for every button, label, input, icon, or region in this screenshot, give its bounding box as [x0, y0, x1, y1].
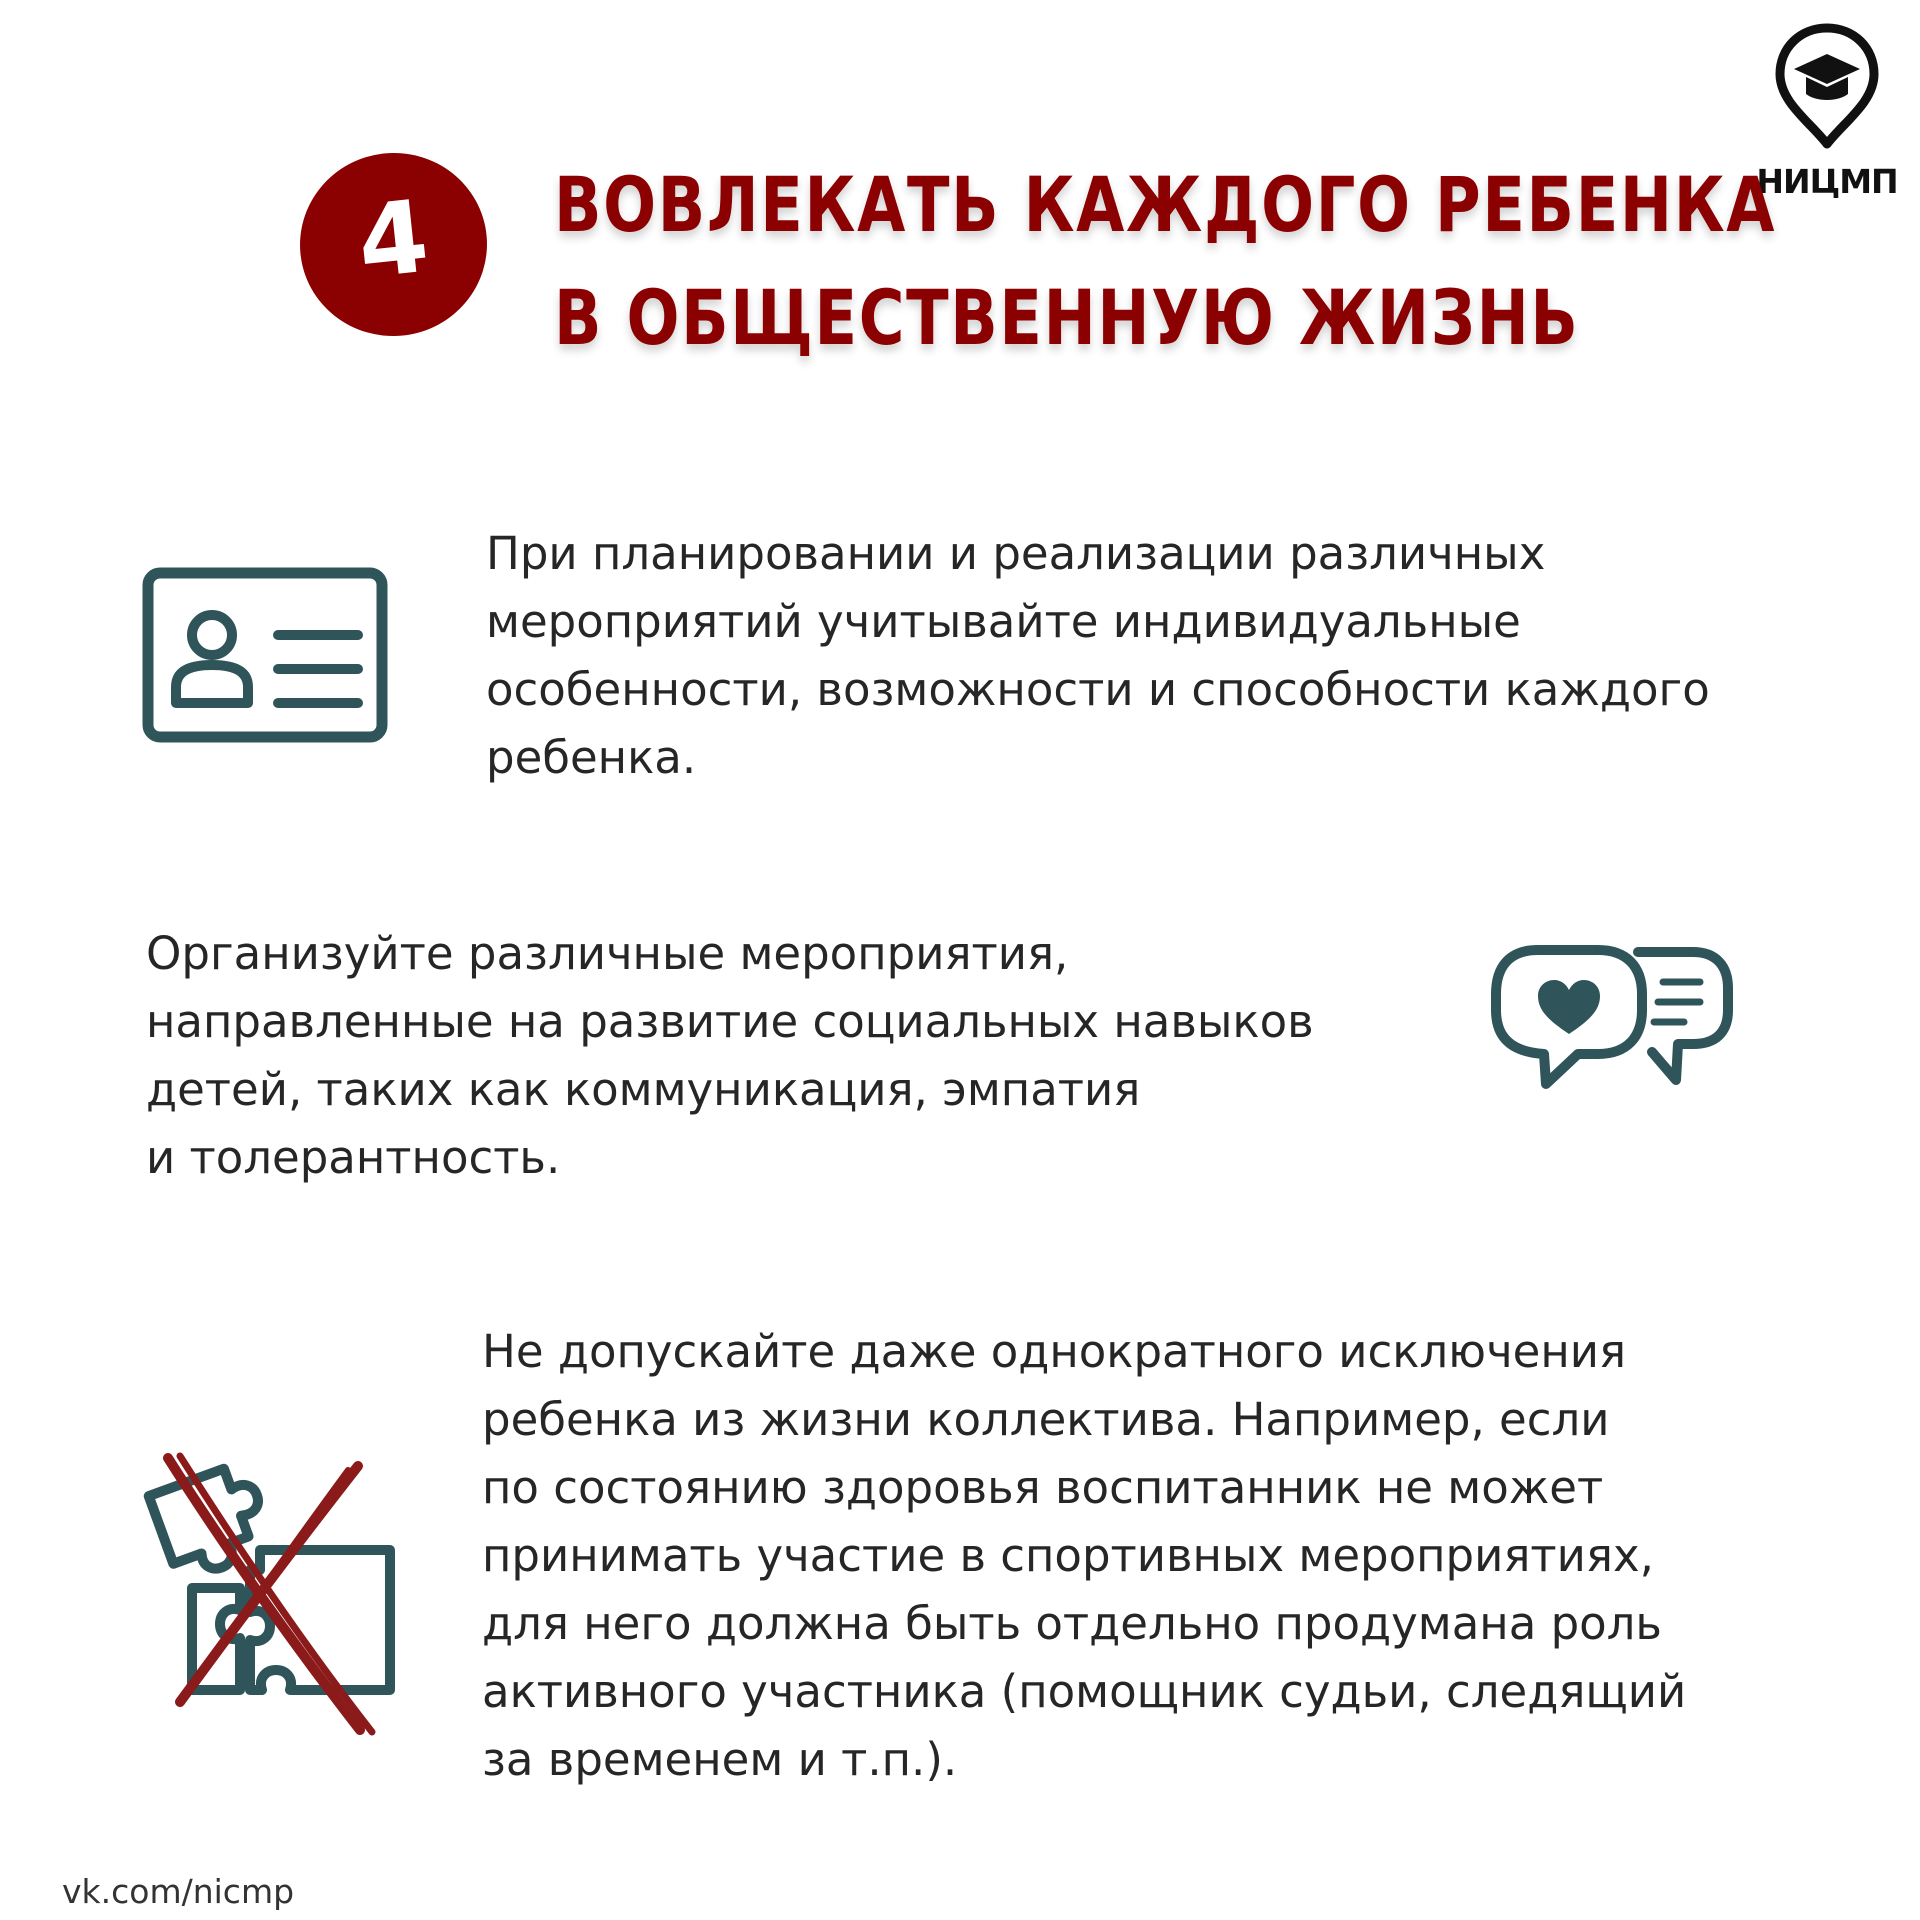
step-number-badge	[291, 144, 496, 346]
item-1-line: ребенка.	[486, 731, 697, 784]
item-3-line: активного участника (помощник судьи, следящий	[482, 1665, 1687, 1718]
item-1-line: особенности, возможности и способности каждого	[486, 663, 1710, 716]
brand-name: НИЦМП	[1756, 162, 1898, 201]
item-3-line: принимать участие в спортивных мероприятиях,	[482, 1529, 1654, 1582]
item-2-line: Организуйте различные мероприятия,	[146, 927, 1069, 980]
item-2-line: направленные на развитие социальных навыков	[146, 995, 1314, 1048]
crossed-puzzle-icon	[140, 1440, 400, 1744]
item-3-line: по состоянию здоровья воспитанник не может	[482, 1461, 1604, 1514]
title-line-1: ВОВЛЕКАТЬ КАЖДОГО РЕБЕНКА	[554, 160, 1777, 249]
page-title	[554, 148, 1777, 374]
step-number: 4	[352, 177, 434, 302]
chat-heart-icon	[1488, 940, 1738, 1114]
title-line-2: В ОБЩЕСТВЕННУЮ ЖИЗНЬ	[554, 273, 1580, 362]
item-1-line: мероприятий учитывайте индивидуальные	[486, 595, 1521, 648]
item-1-text	[486, 520, 1710, 792]
item-3-line: ребенка из жизни коллектива. Например, если	[482, 1393, 1610, 1446]
graduation-cap-pin-icon	[1772, 22, 1882, 152]
item-3-line: Не допускайте даже однократного исключения	[482, 1325, 1627, 1378]
footer-link[interactable]: vk.com/nicmp	[62, 1872, 295, 1911]
item-3-text	[482, 1318, 1686, 1794]
item-2-text	[146, 920, 1314, 1192]
id-card-icon	[140, 565, 390, 749]
item-2-line: детей, таких как коммуникация, эмпатия	[146, 1063, 1141, 1116]
item-3-line: для него должна быть отдельно продумана роль	[482, 1597, 1662, 1650]
item-3-line: за временем и т.п.).	[482, 1733, 958, 1786]
item-2-line: и толерантность.	[146, 1131, 561, 1184]
item-1-line: При планировании и реализации различных	[486, 527, 1546, 580]
